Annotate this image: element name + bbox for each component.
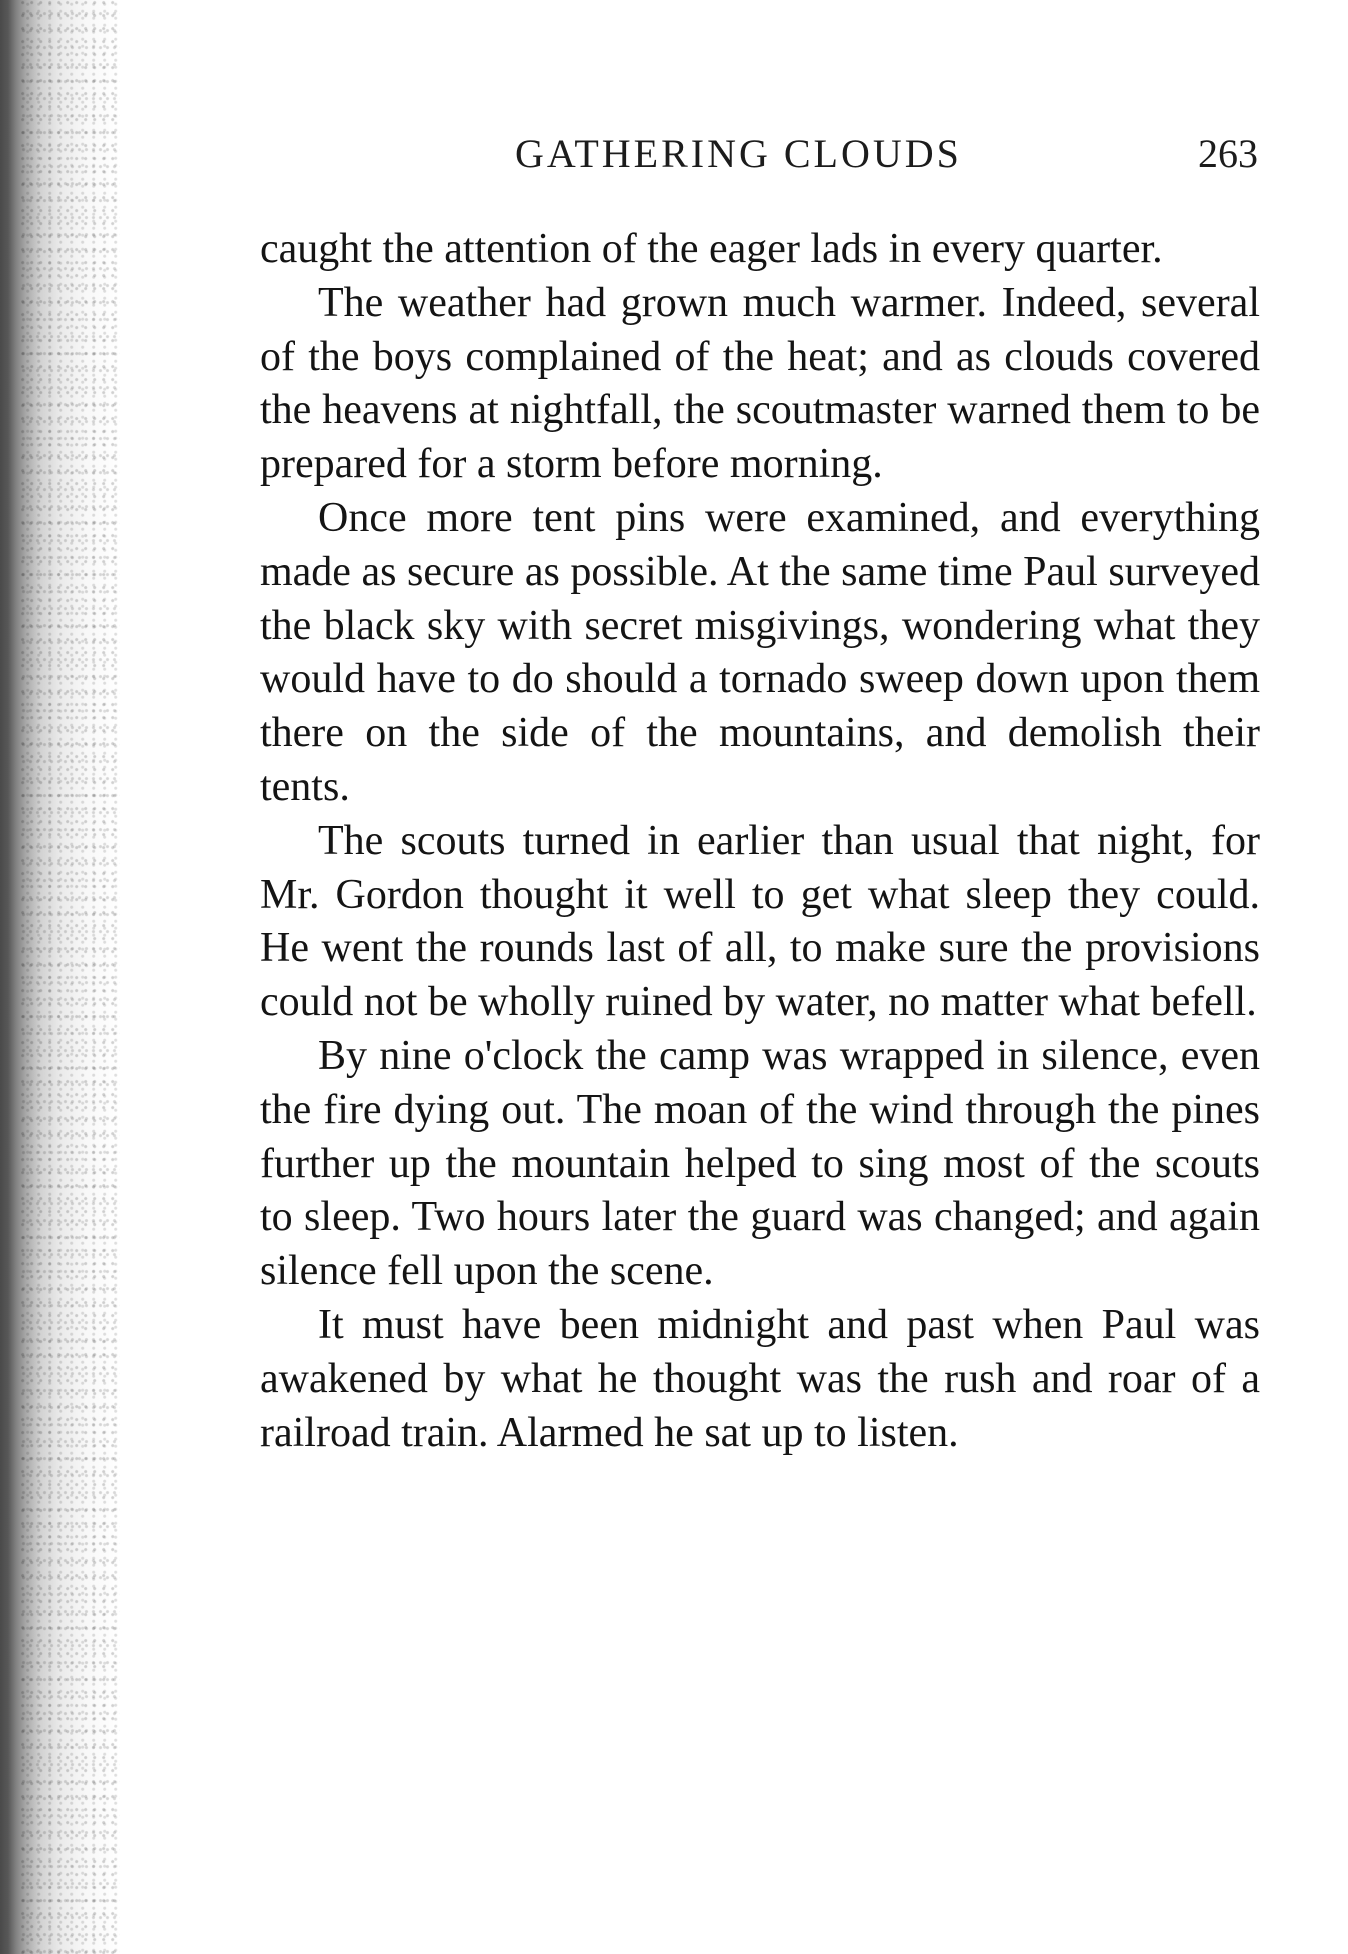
page-number: 263 bbox=[1198, 131, 1258, 176]
page-binding-texture bbox=[20, 0, 120, 1954]
paragraph: It must have been midnight and past when Paul was awakened by what he thought was the rush and roar of a railroad train. Alarmed he sat up to listen. bbox=[260, 1301, 1260, 1456]
paragraph: The scouts turned in earlier than usual that night, for Mr. Gordon thought it well to get what sleep they could. He went the rounds last of all, to make sure the provisions could not be wholly ruined by water, no matter what befell. bbox=[260, 817, 1260, 1026]
body-text bbox=[260, 223, 1260, 1460]
page-header bbox=[262, 130, 1262, 190]
paragraph: Once more tent pins were examined, and everything made as secure as possible. At the same time Paul surveyed the black sky with secret misgivings, wondering what they would have to do should a tornado sweep down upon them there on the side of the mountains, and demolish their tents. bbox=[260, 494, 1260, 810]
paragraph-continued: caught the attention of the eager lads in every quarter. bbox=[260, 226, 1163, 272]
paragraph: The weather had grown much warmer. Indeed, several of the boys complained of the heat; and as clouds covered the heavens at nightfall, the scoutmaster warned them to be prepared for a storm before morning. bbox=[260, 279, 1260, 488]
running-title: GATHERING CLOUDS bbox=[515, 131, 962, 176]
paragraph: By nine o'clock the camp was wrapped in silence, even the fire dying out. The moan of the wind through the pines further up the mountain helped to sing most of the scouts to sleep. Two hours later the guard was changed; and again silence fell upon the scene. bbox=[260, 1032, 1260, 1295]
